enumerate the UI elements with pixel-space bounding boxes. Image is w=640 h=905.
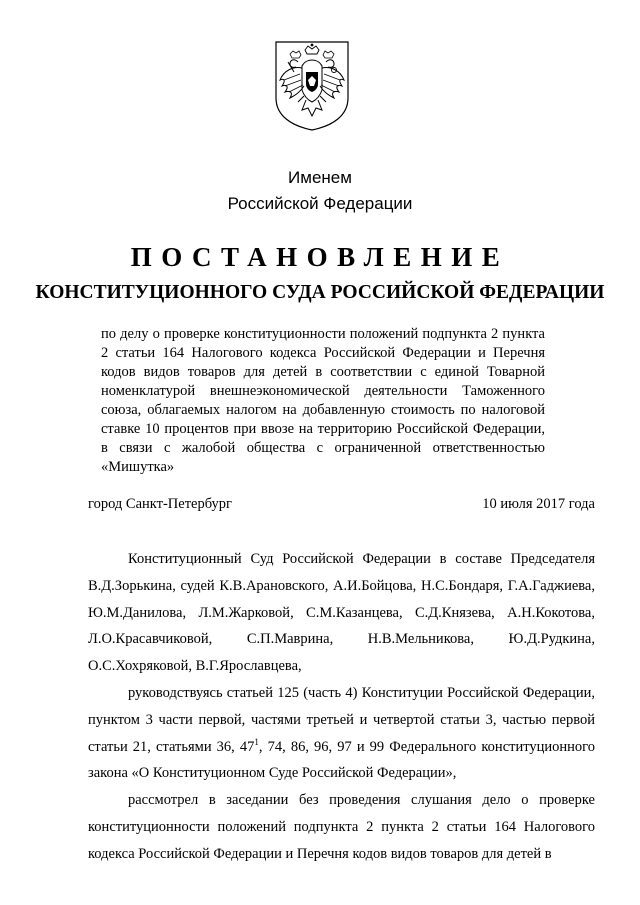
body-paragraph-considered: рассмотрел в заседании без проведения слушания дело о проверке конституционности положений подпункта 2 пункта 2 статьи 164 Налогового кодекса Российской Федерации и Перечня кодов видов товаров для детей в — [88, 792, 595, 862]
body-paragraph-composition: Конституционный Суд Российской Федерации в составе Председателя В.Д.Зорькина, судей К.В.Арановского, А.И.Бойцова, Н.С.Бондаря, Г.А.Гаджиева, Ю.М.Данилова, Л.М.Жарковой, С.М.Казанцева, С.Д.Князева, А.Н.Кокотова, Л.О.Красавчиковой, С.П.Маврина, Н.В.Мельникова, Ю.Д.Рудкина, О.С.Хохряковой, В.Г.Ярославцева, — [88, 551, 595, 675]
russian-coat-of-arms-icon — [272, 40, 352, 132]
document-subtitle: КОНСТИТУЦИОННОГО СУДА РОССИЙСКОЙ ФЕДЕРАЦИИ — [35, 282, 605, 303]
legal-basis-text-start: руководствуясь статьей 125 (часть 4) Конституции Российской Федерации, пунктом 3 части первой, частями третьей и четвертой статьи 3, частью первой статьи 21, статьями 36, 47 — [88, 684, 595, 755]
header-line-name: Именем — [288, 168, 352, 187]
article-superscript: 1 — [254, 736, 259, 747]
case-subject: по делу о проверке конституционности положений подпункта 2 пункта 2 статьи 164 Налогового кодекса Российской Федерации и Перечня кодов видов товаров для детей в соответствии с единой Товарной номенклатурой внешнеэкономической деятельности Таможенного союза, облагаемых налогом на добавленную стоимость по налоговой ставке 10 процентов при ввозе на территорию Российской Федерации, в связи с жалобой общества с ограниченной ответственностью «Мишутка» — [101, 326, 545, 475]
document-body — [88, 546, 595, 868]
place-of-issue: город Санкт-Петербург — [88, 496, 233, 512]
body-paragraph-legal-basis — [88, 680, 595, 787]
document-title: ПОСТАНОВЛЕНИЕ — [130, 242, 510, 272]
header-line-federation: Российской Федерации — [227, 194, 413, 213]
legal-basis-text-end: , 74, 86, 96, 97 и 99 Федерального конституционного закона «О Конституционном Суде Российской Федерации», — [88, 738, 595, 782]
date-of-issue: 10 июля 2017 года — [482, 496, 595, 512]
